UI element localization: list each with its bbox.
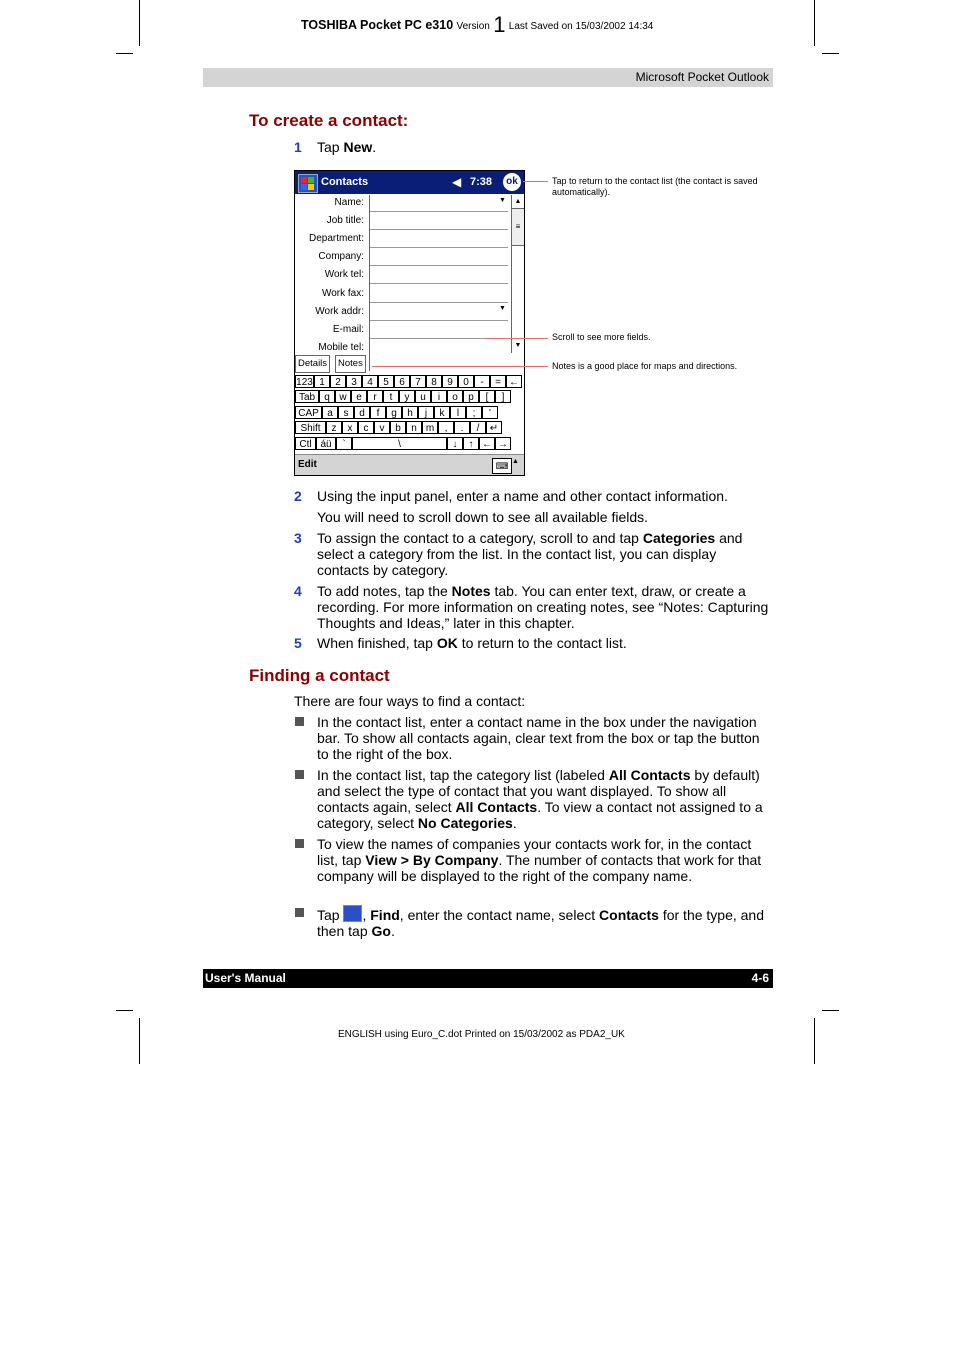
keyboard-key[interactable]: , (438, 421, 454, 434)
document-header (301, 12, 653, 38)
keyboard-key[interactable]: o (447, 390, 463, 403)
bullet (295, 717, 304, 726)
field-input[interactable] (369, 283, 508, 284)
bullet-text: , (362, 907, 371, 923)
keyboard-key[interactable]: k (434, 406, 450, 419)
dropdown-arrow-icon[interactable]: ▼ (499, 197, 506, 204)
keyboard-key[interactable]: g (386, 406, 402, 419)
keyboard-key[interactable]: f (370, 406, 386, 419)
keyboard-row (295, 375, 522, 390)
keyboard-key[interactable]: s (338, 406, 354, 419)
keyboard-key[interactable]: Tab (295, 390, 319, 403)
bullet-bold: No Categories (417, 815, 513, 831)
keyboard-key[interactable]: ` (336, 437, 352, 450)
keyboard-key[interactable]: w (335, 390, 351, 403)
bullet-text: by default) and select the type of contact that you want displayed. To show all contacts again, select (317, 767, 760, 815)
keyboard-row (295, 390, 511, 405)
create-contact-heading: To create a contact: (249, 111, 409, 130)
field-label: Job title: (326, 215, 364, 226)
field-input[interactable] (369, 265, 508, 266)
version-label: Version (456, 21, 490, 32)
keyboard-key[interactable]: ← (479, 437, 495, 450)
bullet-bold: Contacts (599, 907, 659, 923)
page-number: 4-6 (751, 971, 769, 985)
section-title: Microsoft Pocket Outlook (635, 70, 769, 84)
keyboard-key[interactable]: m (422, 421, 438, 434)
callout-line (485, 338, 548, 339)
app-title: Contacts (321, 176, 369, 188)
keyboard-icon[interactable]: ⌨ (492, 458, 512, 474)
bullet-text: In the contact list, tap the category list (labeled (317, 767, 609, 783)
crop-mark (116, 53, 133, 54)
pocket-pc-screen (294, 170, 525, 476)
crop-mark (116, 1010, 133, 1011)
keyboard-key[interactable]: n (406, 421, 422, 434)
bullet-bold: Find (370, 907, 400, 923)
keyboard-key[interactable]: [ (479, 390, 495, 403)
bullet-text: . The number of contacts that work for that company will be displayed to the right of the company name. (317, 852, 762, 884)
keyboard-key[interactable]: h (402, 406, 418, 419)
field-input[interactable] (369, 247, 508, 248)
keyboard-key[interactable]: → (495, 437, 511, 450)
field-label: Work addr: (315, 306, 364, 317)
tab-details[interactable]: Details (295, 355, 330, 373)
footer-bar (203, 969, 773, 988)
keyboard-key[interactable]: ; (466, 406, 482, 419)
keyboard-row (295, 437, 511, 452)
keyboard-row (295, 406, 498, 421)
bullet-bold: All Contacts (608, 767, 691, 783)
step-number: 4 (294, 583, 302, 599)
scroll-down-icon[interactable]: ▼ (512, 338, 524, 353)
step-3-text (317, 530, 772, 578)
callout-scroll: Scroll to see more fields. (552, 332, 651, 342)
keyboard-key[interactable]: 4 (362, 375, 378, 388)
scroll-thumb[interactable]: ≡ (512, 209, 524, 246)
step-bold: New (343, 139, 373, 155)
menu-bar (295, 454, 524, 476)
clock[interactable]: 7:38 (470, 176, 493, 188)
step-number: 3 (294, 530, 302, 546)
step-bold: Notes (451, 583, 491, 599)
keyboard-key[interactable]: 1 (314, 375, 330, 388)
keyboard-key[interactable]: p (463, 390, 479, 403)
step-2-text: Using the input panel, enter a name and other contact information. (317, 488, 728, 504)
keyboard-key[interactable]: 6 (394, 375, 410, 388)
step-number: 5 (294, 635, 302, 651)
keyboard-key[interactable]: a (322, 406, 338, 419)
callout-line (523, 181, 548, 182)
keyboard-key[interactable]: CAP (295, 406, 322, 419)
windows-start-icon[interactable] (298, 174, 318, 193)
keyboard-key[interactable]: u (415, 390, 431, 403)
keyboard-key[interactable]: e (351, 390, 367, 403)
field-input[interactable] (369, 302, 508, 303)
ok-button[interactable]: ok (503, 173, 521, 191)
field-divider (369, 195, 370, 371)
windows-start-icon (343, 905, 362, 922)
keyboard-key[interactable]: c (358, 421, 374, 434)
keyboard-key[interactable]: = (490, 375, 506, 388)
step-1-text (317, 139, 376, 155)
keyboard-key[interactable]: r (367, 390, 383, 403)
step-text: and select a category from the list. In the contact list, you can display contacts by category. (317, 530, 743, 578)
step-text: tab. You can enter text, draw, or create a recording. For more information on creating notes, see “Notes: Capturing Thoughts and Ideas,” later in this chapter. (317, 583, 769, 631)
crop-mark (139, 1018, 140, 1064)
keyboard-key[interactable]: áü (316, 437, 336, 450)
crop-mark (822, 53, 839, 54)
step-text: . (372, 139, 377, 155)
crop-mark (814, 0, 815, 46)
crop-mark (139, 0, 140, 46)
step-text: When finished, tap (317, 635, 437, 651)
step-5-text (317, 635, 772, 651)
soft-keyboard (295, 375, 524, 453)
bullet-text: Tap (317, 907, 344, 923)
callout-notes: Notes is a good place for maps and directions. (552, 361, 738, 371)
keyboard-key[interactable]: . (454, 421, 470, 434)
crop-mark (814, 1018, 815, 1064)
step-bold: Categories (642, 530, 716, 546)
step-bold: OK (436, 635, 458, 651)
callout-line (372, 366, 548, 367)
field-label: Name: (334, 197, 364, 208)
bullet (295, 770, 304, 779)
keyboard-key[interactable]: 3 (346, 375, 362, 388)
bullet-2-text (317, 767, 772, 831)
bullet-4-text (317, 905, 772, 939)
field-label: E-mail: (332, 324, 364, 335)
field-input[interactable] (369, 320, 508, 321)
keyboard-key[interactable]: 9 (442, 375, 458, 388)
step-2-note: You will need to scroll down to see all available fields. (317, 509, 649, 525)
step-number: 1 (294, 139, 302, 155)
step-text: To assign the contact to a category, scroll to and tap (317, 530, 643, 546)
bullet-3-text (317, 836, 772, 884)
crop-mark (822, 1010, 839, 1011)
bullet-text: . (512, 815, 517, 831)
input-panel-arrow-icon[interactable]: ▲ (512, 458, 519, 465)
keyboard-key[interactable]: d (354, 406, 370, 419)
bullet-1-text: In the contact list, enter a contact name in the box under the navigation bar. To show all contacts again, clear text from the box or tap the button to the right of the box. (317, 714, 760, 762)
keyboard-key[interactable]: ← (506, 375, 522, 388)
keyboard-key[interactable]: ↵ (486, 421, 502, 434)
keyboard-key[interactable]: x (342, 421, 358, 434)
field-label: Mobile tel: (318, 342, 364, 353)
keyboard-key[interactable]: / (470, 421, 486, 434)
keyboard-key[interactable]: 8 (426, 375, 442, 388)
keyboard-row (295, 421, 502, 436)
last-saved: Last Saved on 15/03/2002 14:34 (508, 21, 654, 32)
finding-intro: There are four ways to find a contact: (294, 693, 526, 709)
section-bar (203, 68, 773, 87)
scroll-up-icon[interactable]: ▲ (512, 195, 524, 209)
footer-left: User's Manual (205, 971, 286, 985)
bullet-text: To view the names of companies your contacts work for, in the contact list, tap (317, 836, 752, 868)
bullet-bold: View > By Company (365, 852, 499, 868)
bullet (295, 908, 304, 917)
keyboard-key[interactable]: q (319, 390, 335, 403)
product-name: TOSHIBA Pocket PC e310 (301, 18, 454, 32)
bullet-text: , enter the contact name, select (399, 907, 600, 923)
keyboard-key[interactable]: - (474, 375, 490, 388)
edit-menu[interactable]: Edit (298, 459, 317, 470)
keyboard-key[interactable]: ↓ (447, 437, 463, 450)
callout-ok: Tap to return to the contact list (the contact is saved automatically). (552, 176, 758, 197)
field-input[interactable] (369, 211, 508, 212)
keyboard-key[interactable]: 5 (378, 375, 394, 388)
step-text: To add notes, tap the (317, 583, 452, 599)
keyboard-key[interactable]: ] (495, 390, 511, 403)
keyboard-key[interactable]: \ (352, 437, 447, 450)
keyboard-key[interactable]: t (383, 390, 399, 403)
tab-notes[interactable]: Notes (335, 355, 366, 373)
keyboard-key[interactable]: v (374, 421, 390, 434)
bullet-text: . (390, 923, 395, 939)
field-label: Work tel: (324, 269, 364, 280)
keyboard-key[interactable]: j (418, 406, 434, 419)
keyboard-key[interactable]: Shift (295, 421, 326, 434)
keyboard-key[interactable]: 0 (458, 375, 474, 388)
step-4-text (317, 583, 772, 631)
finding-contact-heading: Finding a contact (249, 666, 390, 685)
print-info: ENGLISH using Euro_C.dot Printed on 15/03/2002 as PDA2_UK (338, 1029, 625, 1040)
keyboard-key[interactable]: l (450, 406, 466, 419)
title-bar (295, 171, 524, 194)
bullet-text: . To view a contact not assigned to a category, select (317, 799, 763, 831)
keyboard-key[interactable]: ↑ (463, 437, 479, 450)
keyboard-key[interactable]: Ctl (295, 437, 316, 450)
keyboard-key[interactable]: 7 (410, 375, 426, 388)
step-text: to return to the contact list. (457, 635, 627, 651)
keyboard-key[interactable]: ' (482, 406, 498, 419)
field-label: Department: (308, 233, 364, 244)
field-input[interactable] (369, 229, 508, 230)
keyboard-key[interactable]: 2 (330, 375, 346, 388)
keyboard-key[interactable]: y (399, 390, 415, 403)
field-label: Company: (318, 251, 364, 262)
dropdown-arrow-icon[interactable]: ▼ (499, 305, 506, 312)
bullet (295, 839, 304, 848)
keyboard-key[interactable]: i (431, 390, 447, 403)
speaker-icon[interactable]: ◀ (452, 175, 462, 189)
step-number: 2 (294, 488, 302, 504)
version-number: 1 (493, 12, 506, 37)
step-text: Tap (317, 139, 344, 155)
bullet-bold: All Contacts (455, 799, 538, 815)
bullet-text: for the type, and then tap (317, 907, 765, 939)
field-label: Work fax: (321, 288, 364, 299)
bullet-bold: Go (371, 923, 391, 939)
keyboard-key[interactable]: z (326, 421, 342, 434)
vertical-scrollbar[interactable] (511, 195, 524, 353)
keyboard-key[interactable]: 123 (296, 377, 313, 388)
keyboard-key[interactable]: b (390, 421, 406, 434)
